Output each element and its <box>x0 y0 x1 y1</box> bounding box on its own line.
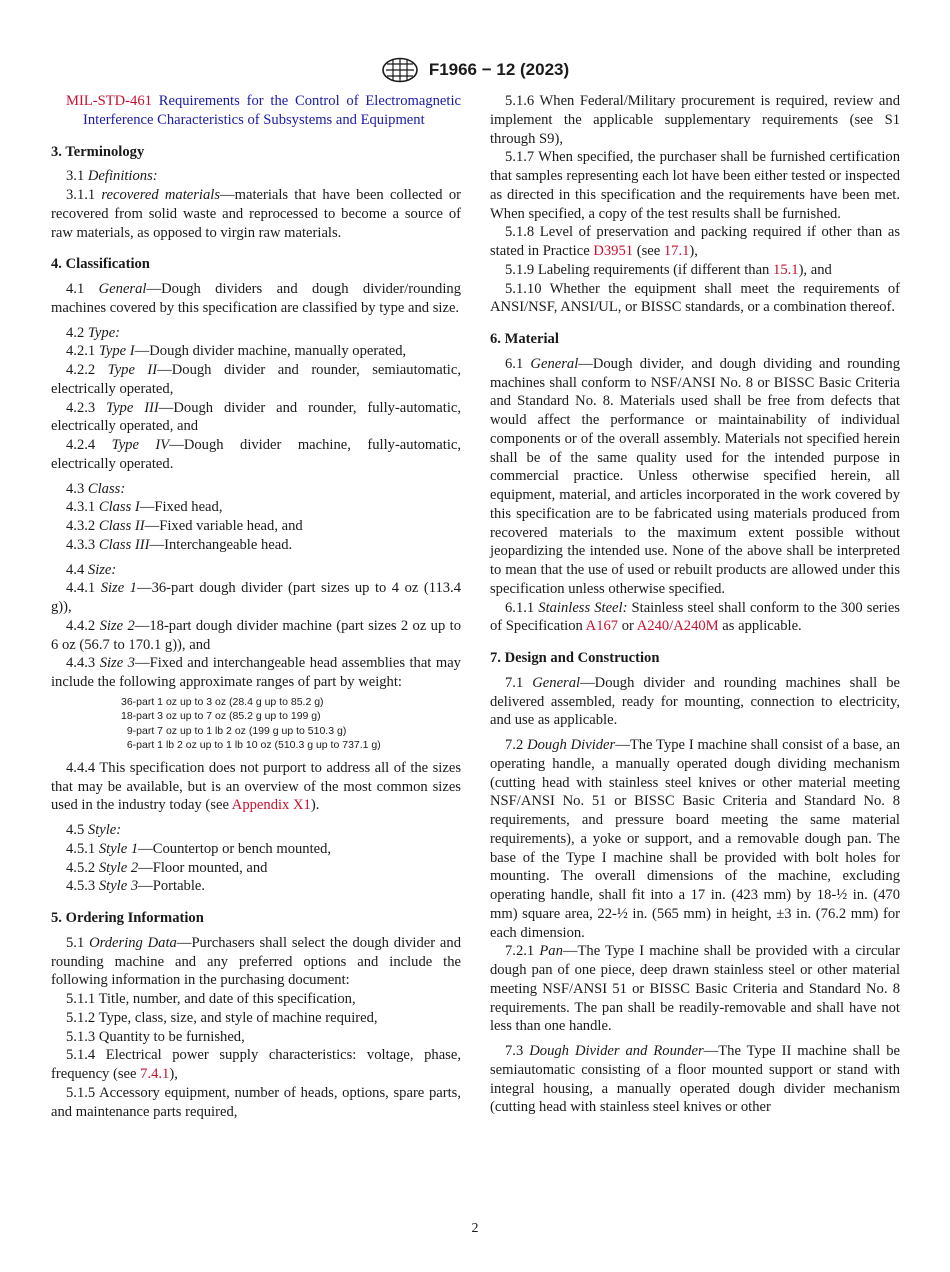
para-4-4-3: 4.4.3 Size 3—Fixed and interchangeable head assemblies that may include the following approximate ranges of part by weight: <box>51 655 461 690</box>
a167-link[interactable]: A167 <box>585 618 619 635</box>
para-4-3-1: 4.3.1 Class I—Fixed head, <box>66 499 223 516</box>
para-5-1-10: 5.1.10 Whether the equipment shall meet the requirements of ANSI/NSF, ANSI/UL, or BISSC standards, or a combination thereof. <box>490 280 900 316</box>
para-4-4: 4.4 Size: <box>66 561 117 578</box>
a240-link[interactable]: A240/A240M <box>636 618 719 635</box>
para-4-1: 4.1 General—Dough dividers and dough divider/rounding machines covered by this specification are classified by type and size. <box>51 281 462 316</box>
para-4-2-1: 4.2.1 Type I—Dough divider machine, manually operated, <box>66 343 407 360</box>
para-4-5-1: 4.5.1 Style 1—Countertop or bench mounted, <box>66 840 332 857</box>
size-range-row: 36-part 1 oz up to 3 oz (28.4 g up to 85.2 g) <box>121 695 324 708</box>
section-3-heading: 3. Terminology <box>51 143 145 160</box>
para-5-1-2: 5.1.2 Type, class, size, and style of machine required, <box>66 1009 378 1026</box>
para-7-1: 7.1 General—Dough divider and rounding machines shall be delivered assembled, ready for mounting, connection to electricity, and use as applicable. <box>490 674 900 729</box>
size-range-table <box>121 695 461 753</box>
para-7-2-1: 7.2.1 Pan—The Type I machine shall be provided with a circular dough pan of one piece, deep drawn stainless steel or other material meeting NSF/ANSI 51 or BISSC Basic Criteria and Standard No. 8 requirements. The pan shall be readily-removable and shall have not less than one handle. <box>490 943 900 1035</box>
size-range-row: 18-part 3 oz up to 7 oz (85.2 g up to 199 g) <box>121 710 321 723</box>
page-header <box>0 57 950 83</box>
para-5-1-5: 5.1.5 Accessory equipment, number of heads, options, spare parts, and maintenance parts required, <box>51 1084 461 1120</box>
reference-title: Requirements for the Control of Electromagnetic Interference Characteristics of Subsystems and Equipment <box>83 93 461 128</box>
section-6-heading: 6. Material <box>490 331 559 347</box>
para-4-2-2: 4.2.2 Type II—Dough divider and rounder, semiautomatic, electrically operated, <box>51 362 461 397</box>
para-3-1: 3.1 Definitions: <box>66 168 158 185</box>
astm-logo-icon <box>381 57 419 83</box>
para-5-1-9: 5.1.9 Labeling requirements (if different than 15.1), and <box>505 261 832 278</box>
para-5-1: 5.1 Ordering Data—Purchasers shall select the dough divider and rounding machine and any preferred options and include the following information in the purchasing document: <box>51 934 462 989</box>
page-number: 2 <box>471 1221 479 1236</box>
para-4-2-4: 4.2.4 Type IV—Dough divider machine, fully-automatic, electrically operated. <box>51 437 461 472</box>
section-7-4-1-link[interactable]: 7.4.1 <box>140 1066 170 1082</box>
para-7-2: 7.2 Dough Divider—The Type I machine shall consist of a base, an operating handle, a manually operated dough dividing mechanism (cutting head with stainless steel knives or other material meeting NSF/ANSI No. 51 or BISSC Basic Criteria and Standard No. 8 requirements, and pressure board meeting the same material requirements), a yoke or support, and a removable dough pan. The base of the Type I machine shall be provided with bolt holes for mounting. The overall dimensions of the machine, excluding operating handle, shall fit into a 17 in. (423 mm) by 18-½ in. (470 mm) square area, 22-½ in. (565 mm) in height, ±3 in. (76.2 mm) for each dimension. <box>490 737 901 941</box>
reference-code-link[interactable]: MIL-STD-461 <box>66 93 152 109</box>
para-4-4-4: 4.4.4 This specification does not purport to address all of the sizes that may be available, but is an overview of the most common sizes used in the industry today (see Appendix X1). <box>51 759 461 814</box>
reference-entry <box>66 92 461 130</box>
section-17-1-link[interactable]: 17.1 <box>663 243 690 259</box>
d3951-link[interactable]: D3951 <box>593 243 634 259</box>
right-column <box>490 92 900 1117</box>
para-5-1-6: 5.1.6 When Federal/Military procurement is required, review and implement the applicable supplementary requirements (see S1 through S9), <box>490 93 900 147</box>
para-4-5: 4.5 Style: <box>66 822 122 838</box>
para-5-1-7: 5.1.7 When specified, the purchaser shall be furnished certification that samples representing each lot have been either tested or inspected as directed in this specification and the requirements have been met. When specified, a copy of the test results shall be furnished. <box>490 149 900 222</box>
size-range-row: 6-part 1 lb 2 oz up to 1 lb 10 oz (510.3 g up to 737.1 g) <box>121 739 381 752</box>
para-4-4-1: 4.4.1 Size 1—36-part dough divider (part sizes up to 4 oz (113.4 g)), <box>51 580 461 615</box>
para-4-5-2: 4.5.2 Style 2—Floor mounted, and <box>66 859 268 876</box>
section-7-heading: 7. Design and Construction <box>490 650 660 666</box>
para-6-1: 6.1 General—Dough divider, and dough dividing and rounding machines shall conform to NSF/ANSI No. 8 or BISSC Basic Criteria and Standard No. 8. Materials used shall be free from defects that would affect the performance or maintainability of individual components or of the overall assembly. Materials not specified herein shall be of the same quality used for the intended purpose in commercial practice. Unless otherwise specified herein, all equipment, material, and articles incorporated in the work covered by this specification are to be fabricated using materials produced from recovered materials to the maximum extent possible without jeopardizing the intended use. None of the above shall be interpreted to mean that the use of used or rebuilt products are allowed under this specification unless otherwise specified. <box>490 355 900 597</box>
section-5-heading: 5. Ordering Information <box>51 910 204 926</box>
left-column <box>51 92 461 1121</box>
para-5-1-8: 5.1.8 Level of preservation and packing required if other than as stated in Practice D3951 (see 17.1), <box>490 224 900 259</box>
para-4-3-2: 4.3.2 Class II—Fixed variable head, and <box>66 518 303 534</box>
appendix-x1-link[interactable]: Appendix X1 <box>231 797 311 814</box>
para-5-1-3: 5.1.3 Quantity to be furnished, <box>66 1028 245 1045</box>
section-15-1-link[interactable]: 15.1 <box>773 261 799 278</box>
standard-designation: F1966 − 12 (2023) <box>428 60 570 79</box>
para-4-4-2: 4.4.2 Size 2—18-part dough divider machine (part sizes 2 oz up to 6 oz (56.7 to 170.1 g)), and <box>51 617 461 653</box>
para-7-3: 7.3 Dough Divider and Rounder—The Type II machine shall be semiautomatic consisting of a floor mounted support or stand with integral housing, a manually operated dough divider mechanism (cutting head with stainless steel knives or other <box>490 1043 901 1116</box>
size-range-row: 9-part 7 oz up to 1 lb 2 oz (199 g up to 510.3 g) <box>121 724 347 737</box>
para-4-3-3: 4.3.3 Class III—Interchangeable head. <box>66 536 293 553</box>
para-4-5-3: 4.5.3 Style 3—Portable. <box>66 878 206 895</box>
section-4-heading: 4. Classification <box>51 256 150 273</box>
para-3-1-1: 3.1.1 recovered materials—materials that have been collected or recovered from solid waste and reprocessed to become a source of raw materials, as opposed to virgin raw materials. <box>51 187 461 241</box>
para-5-1-1: 5.1.1 Title, number, and date of this specification, <box>66 991 356 1007</box>
para-4-3: 4.3 Class: <box>66 480 126 497</box>
para-4-2-3: 4.2.3 Type III—Dough divider and rounder, fully-automatic, electrically operated, and <box>51 399 461 435</box>
para-6-1-1: 6.1.1 Stainless Steel: Stainless steel shall conform to the 300 series of Specification A167 or A240/A240M as applicable. <box>490 599 900 635</box>
para-5-1-4: 5.1.4 Electrical power supply characteristics: voltage, phase, frequency (see 7.4.1), <box>51 1047 461 1082</box>
para-4-2: 4.2 Type: <box>66 324 121 341</box>
